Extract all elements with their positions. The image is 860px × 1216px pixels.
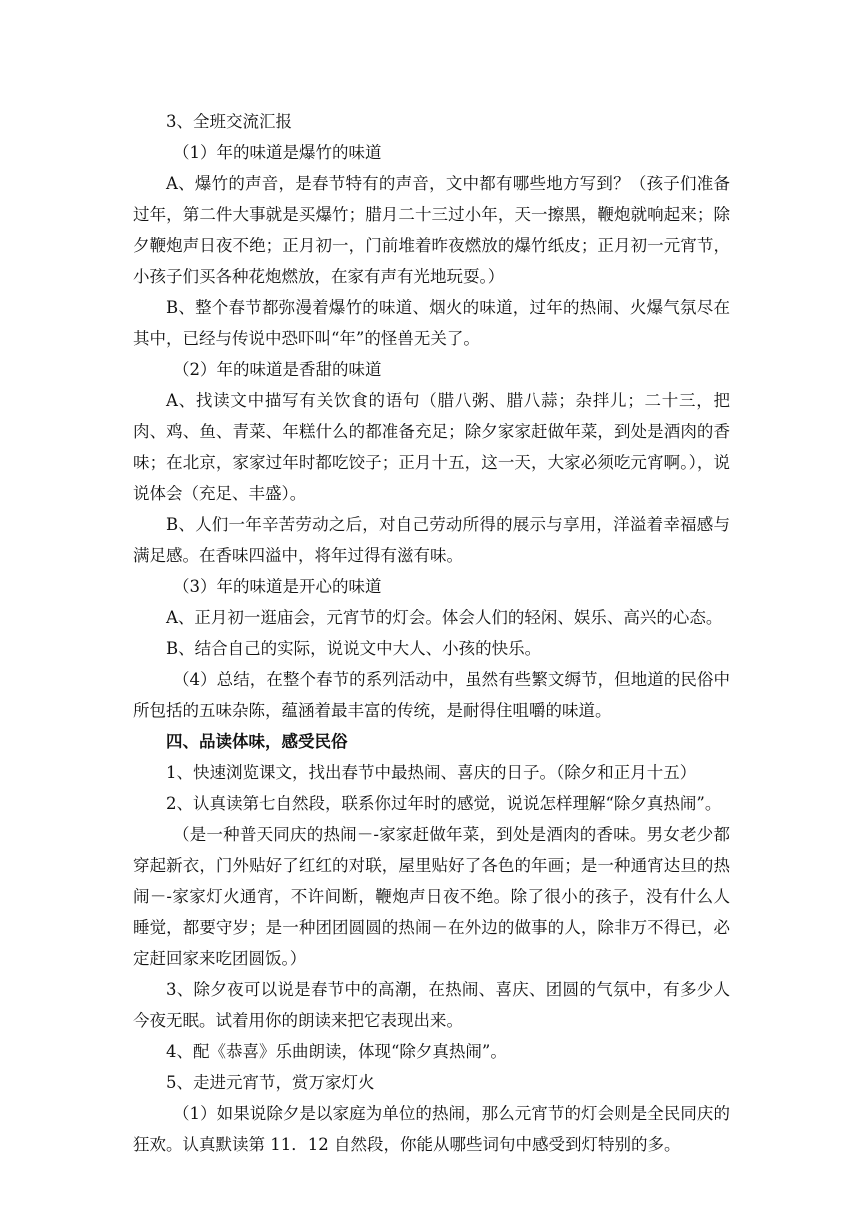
paragraph-2b: B、人们一年辛苦劳动之后，对自己劳动所得的展示与享用，洋溢着幸福感与满足感。在香味四溢中，将年过得有滋有味。: [133, 515, 730, 565]
paragraph-2a: A、找读文中描写有关饮食的语句（腊八粥、腊八蒜；杂拌儿；二十三，把肉、鸡、鱼、青菜、年糕什么的都准备充足；除夕家家赶做年菜，到处是酒肉的香味；在北京，家家过年时都吃饺子；正月十五，这一天，大家必须吃元宵啊。），说说体会（充足、丰盛）。: [133, 391, 730, 503]
item-1: 1、快速浏览课文，找出春节中最热闹、喜庆的日子。（除夕和正月十五）: [166, 763, 697, 782]
item-5: 5、走进元宵节，赏万家灯火: [166, 1073, 375, 1092]
paragraph-4-summary: （4）总结，在整个春节的系列活动中，虽然有些繁文缛节，但地道的民俗中所包括的五味杂陈，蕴涵着最丰富的传统，是耐得住咀嚼的味道。: [133, 670, 730, 720]
subsection-3-heading: （3）年的味道是开心的味道: [173, 577, 382, 596]
item-4: 4、配《恭喜》乐曲朗读，体现“除夕真热闹”。: [166, 1042, 507, 1061]
document-body: [133, 106, 730, 1160]
paragraph-3a: A、正月初一逛庙会，元宵节的灯会。体会人们的轻闲、娱乐、高兴的心态。: [166, 608, 723, 627]
item-2-answer: （是一种普天同庆的热闹－-家家赶做年菜，到处是酒肉的香味。男女老少都穿起新衣，门外贴好了红红的对联，屋里贴好了各色的年画；是一种通宵达旦的热闹－-家家灯火通宵，不许间断，鞭炮声日夜不绝。除了很小的孩子，没有什么人睡觉，都要守岁；是一种团团圆圆的热闹－在外边的做事的人，除非万不得已，必定赶回家来吃团圆饭。）: [133, 825, 730, 968]
section-4-heading: 四、品读体味，感受民俗: [166, 732, 348, 751]
section-3-heading: 3、全班交流汇报: [166, 112, 292, 131]
item-5-sub-1: （1）如果说除夕是以家庭为单位的热闹，那么元宵节的灯会则是全民同庆的狂欢。认真默读第 11．12 自然段，你能从哪些词句中感受到灯特别的多。: [133, 1104, 730, 1154]
item-2: 2、认真读第七自然段，联系你过年时的感觉，说说怎样理解“除夕真热闹”。: [166, 794, 722, 813]
item-3: 3、除夕夜可以说是春节中的高潮，在热闹、喜庆、团圆的气氛中，有多少人今夜无眠。试着用你的朗读来把它表现出来。: [133, 980, 730, 1030]
subsection-2-heading: （2）年的味道是香甜的味道: [173, 360, 382, 379]
paragraph-1b: B、整个春节都弥漫着爆竹的味道、烟火的味道，过年的热闹、火爆气氛尽在其中，已经与传说中恐吓叫“年”的怪兽无关了。: [133, 298, 730, 348]
subsection-1-heading: （1）年的味道是爆竹的味道: [173, 143, 382, 162]
paragraph-3b: B、结合自己的实际，说说文中大人、小孩的快乐。: [166, 639, 542, 658]
paragraph-1a: A、爆竹的声音，是春节特有的声音，文中都有哪些地方写到？（孩子们准备过年，第二件大事就是买爆竹；腊月二十三过小年，天一擦黑，鞭炮就响起来；除夕鞭炮声日夜不绝；正月初一，门前堆着昨夜燃放的爆竹纸皮；正月初一元宵节，小孩子们买各种花炮燃放，在家有声有光地玩耍。）: [133, 174, 730, 286]
